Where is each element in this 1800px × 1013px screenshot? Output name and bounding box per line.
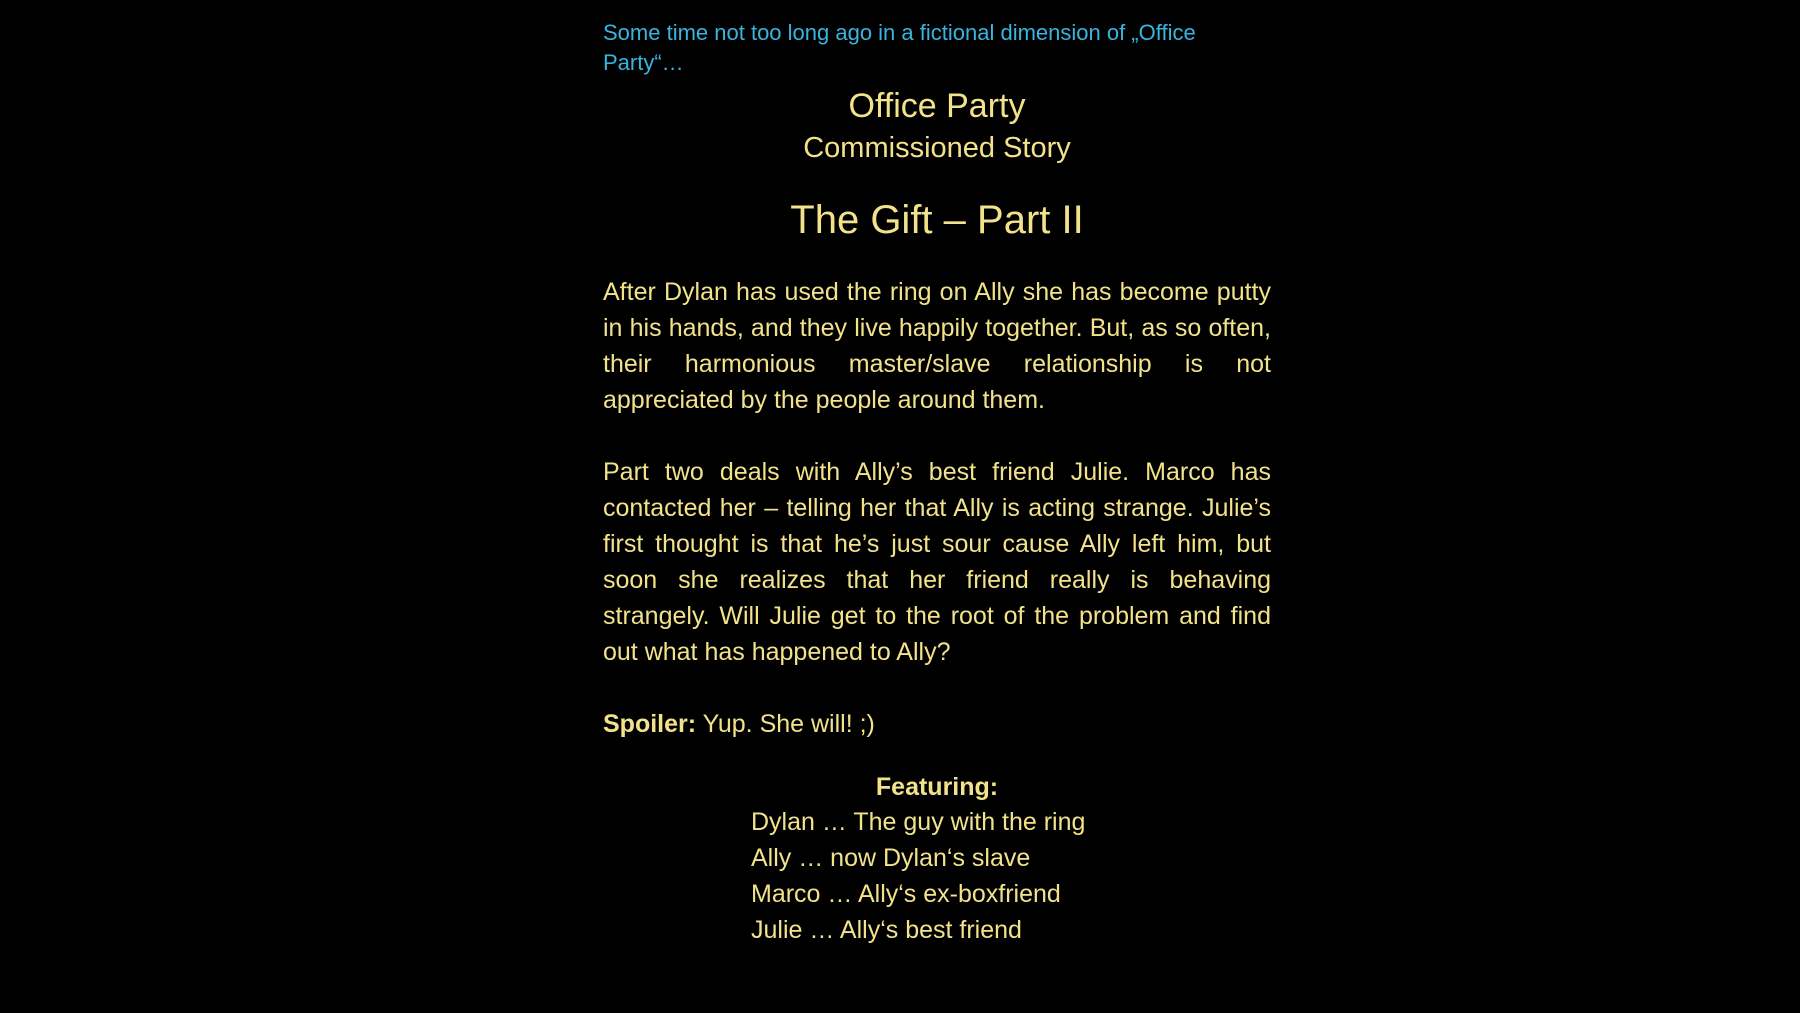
intro-text: Some time not too long ago in a fictional dimension of „Office Party“… — [603, 20, 1196, 75]
page-subtitle: Commissioned Story — [803, 132, 1071, 164]
cast-item-dylan: Dylan … The guy with the ring — [751, 808, 1086, 836]
featuring-heading: Featuring: — [875, 773, 999, 801]
cast-item-marco: Marco … Ally‘s ex-boxfriend — [751, 880, 1061, 908]
cast-item-ally: Ally … now Dylan‘s slave — [751, 844, 1031, 872]
spoiler-text: Yup. She will! ;) — [696, 710, 875, 738]
paragraph-2: Part two deals with Ally’s best friend Julie. Marco has contacted her – telling her that Ally is acting strange. Julie’s first thought is that he’s just sour cause Ally left him, but soon she realizes that her friend really is behaving strangely. Will Julie get to the root of the problem and find out what has happened to Ally? — [603, 458, 1271, 666]
cast-list — [751, 804, 1271, 948]
page-title: Office Party — [848, 87, 1026, 125]
spoiler-line — [603, 706, 1271, 742]
paragraph-1: After Dylan has used the ring on Ally she has become putty in his hands, and they live happily together. But, as so often, their harmonious master/slave relationship is not appreciated by the people around them. — [603, 278, 1271, 414]
cast-item-julie: Julie … Ally‘s best friend — [751, 916, 1022, 944]
text-column — [603, 18, 1271, 948]
spoiler-label: Spoiler: — [603, 710, 697, 738]
story-title: The Gift – Part II — [790, 198, 1084, 242]
